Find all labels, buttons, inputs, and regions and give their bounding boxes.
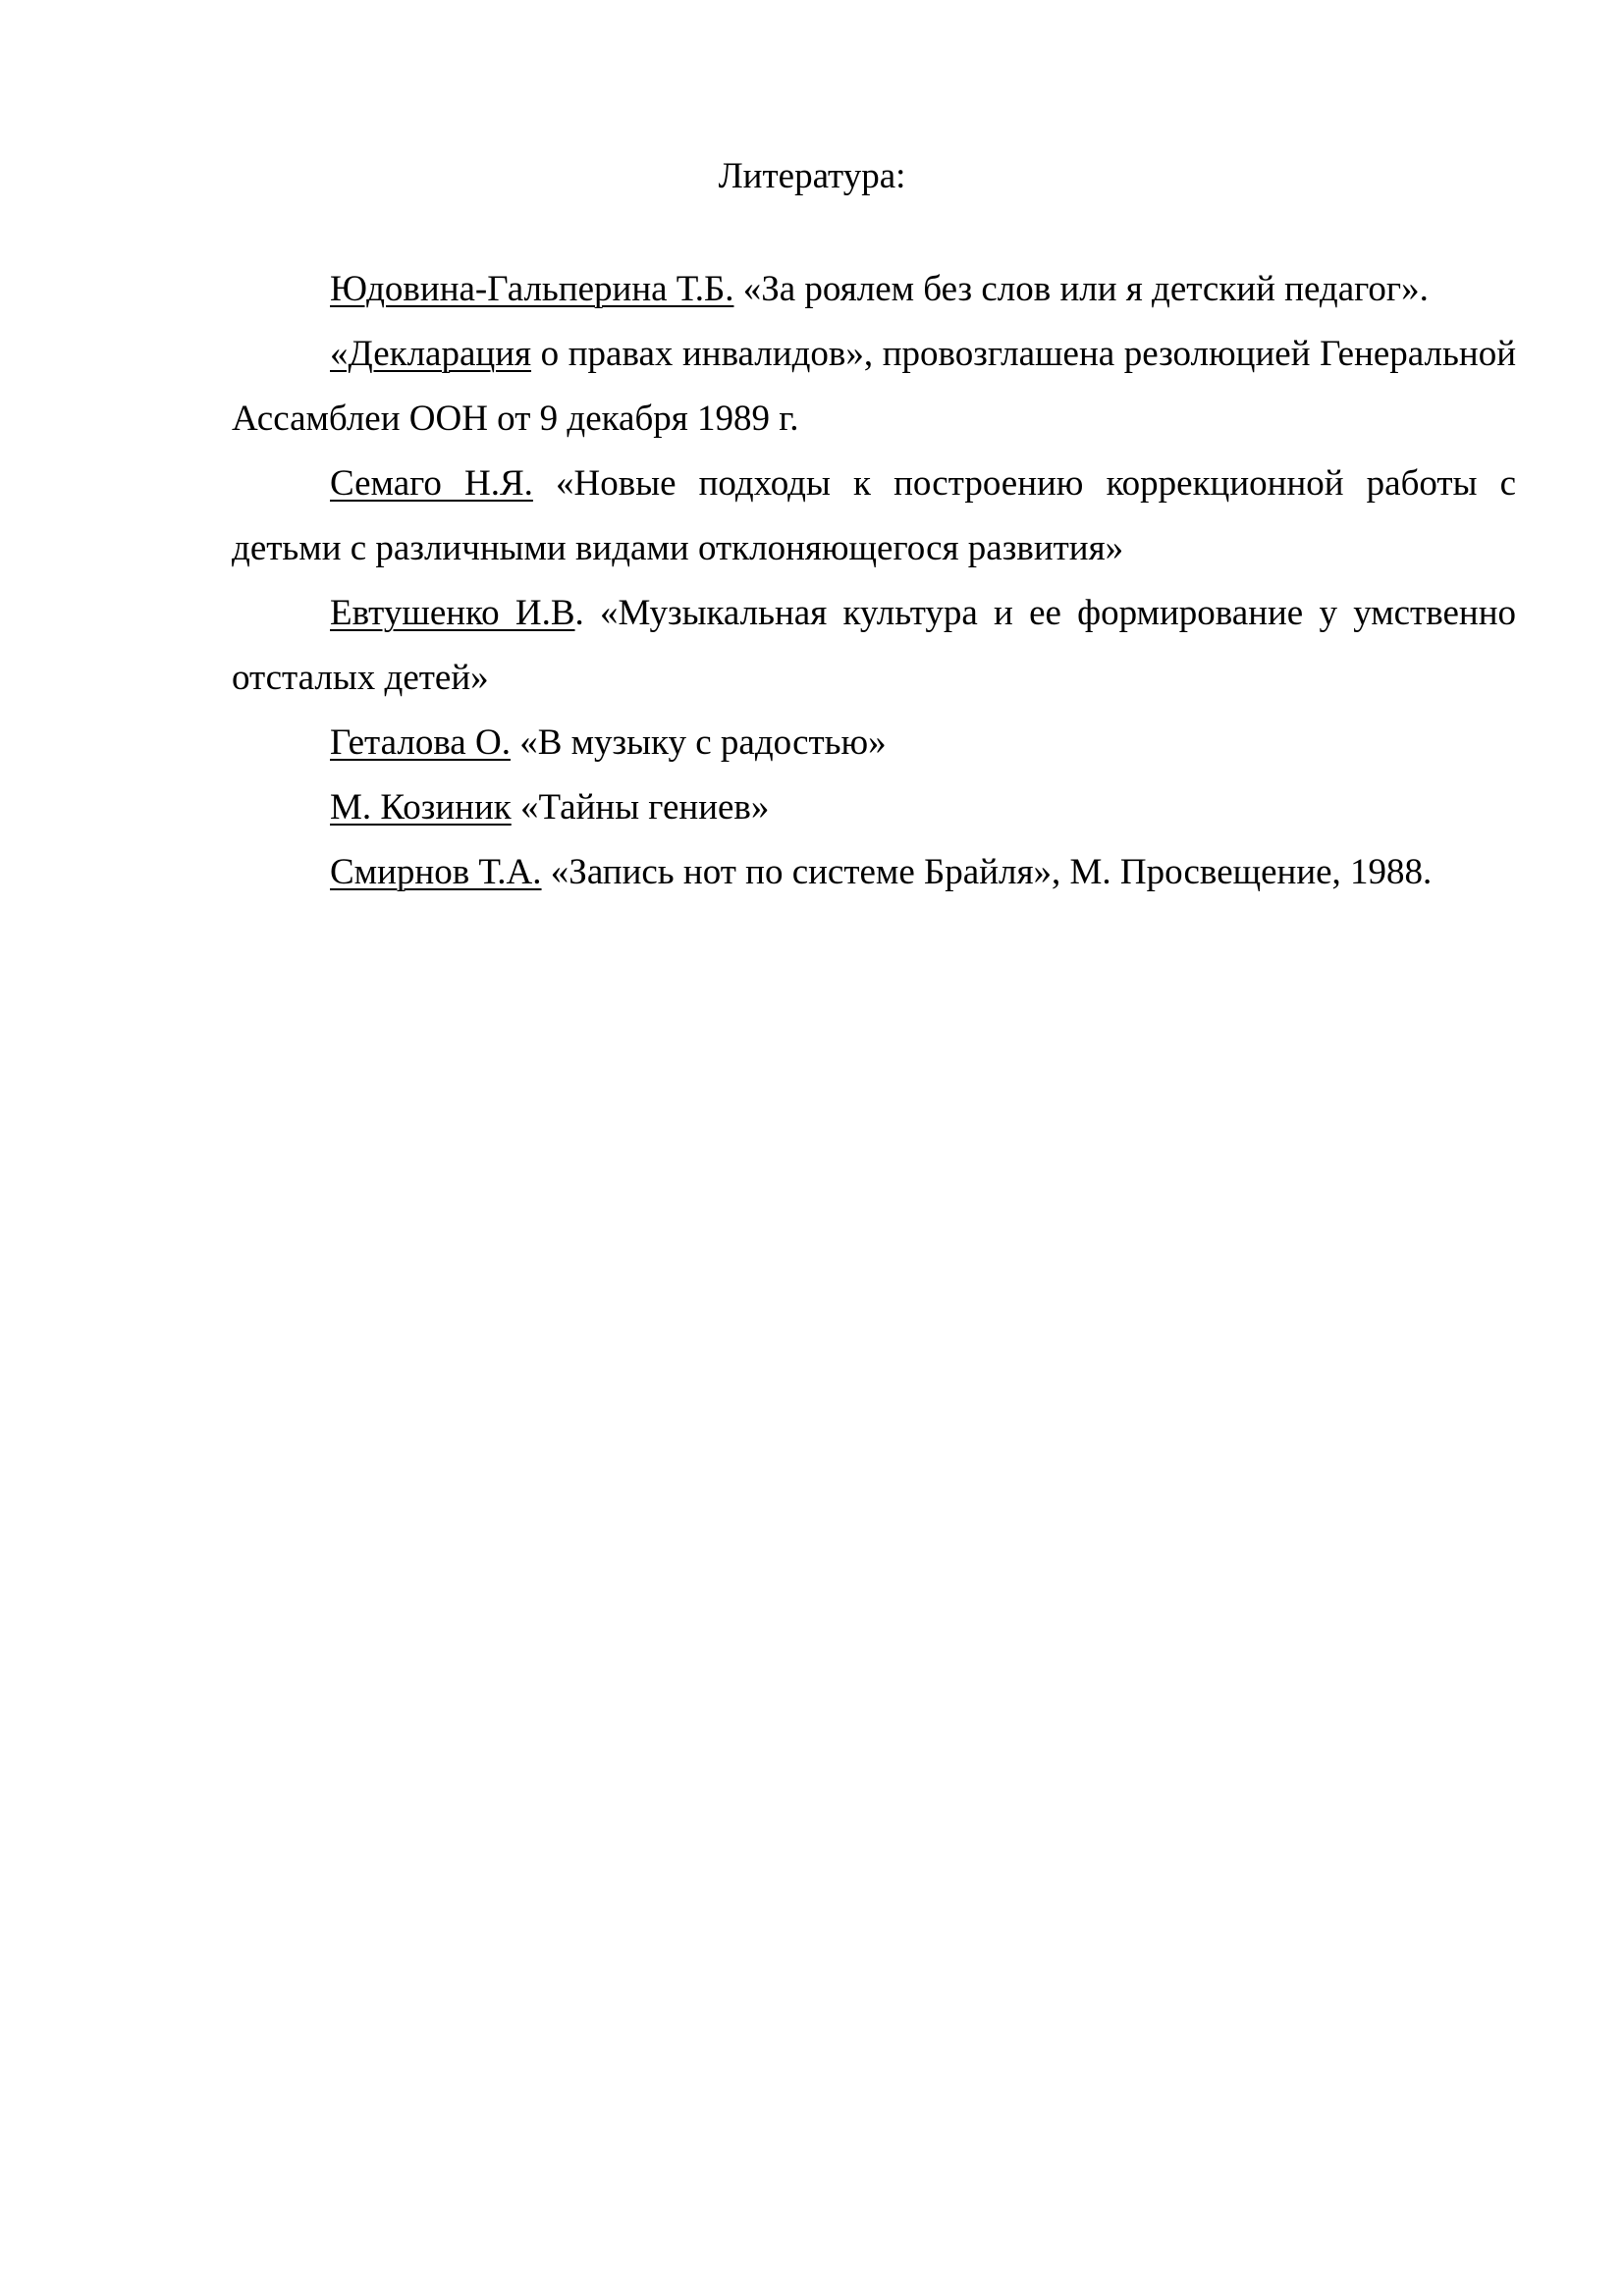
reference-item [232, 775, 1516, 840]
reference-author: «Декларация [330, 334, 532, 374]
reference-item [232, 322, 1516, 452]
page-heading: Литература: [718, 156, 906, 196]
reference-text: «Новые подходы к построению коррекционной работы с детьми с различными видами отклоняющегося развития» [232, 463, 1516, 568]
reference-author: Семаго Н.Я. [330, 463, 533, 504]
reference-item [232, 840, 1516, 905]
reference-item [232, 581, 1516, 711]
reference-item [232, 452, 1516, 581]
reference-author: Евтушенко И.В [330, 593, 575, 633]
reference-text: о правах инвалидов», провозглашена резолюцией Генеральной Ассамблеи ООН от 9 декабря 1989 г. [232, 334, 1516, 439]
reference-list [232, 257, 1516, 905]
reference-author: Смирнов Т.А. [330, 852, 542, 892]
reference-author: М. Козиник [330, 787, 512, 828]
reference-text: «В музыку с радостью» [510, 722, 887, 763]
reference-text: . «Музыкальная культура и ее формирование у умственно отсталых детей» [232, 593, 1516, 698]
reference-author: Геталова О. [330, 722, 511, 763]
reference-text: «За роялем без слов или я детский педагог». [733, 269, 1429, 309]
reference-text: «Тайны гениев» [511, 787, 770, 828]
reference-author: Юдовина-Гальперина Т.Б. [330, 269, 734, 309]
reference-text: «Запись нот по системе Брайля», М. Просвещение, 1988. [541, 852, 1433, 892]
reference-item [232, 257, 1516, 322]
reference-item [232, 711, 1516, 775]
